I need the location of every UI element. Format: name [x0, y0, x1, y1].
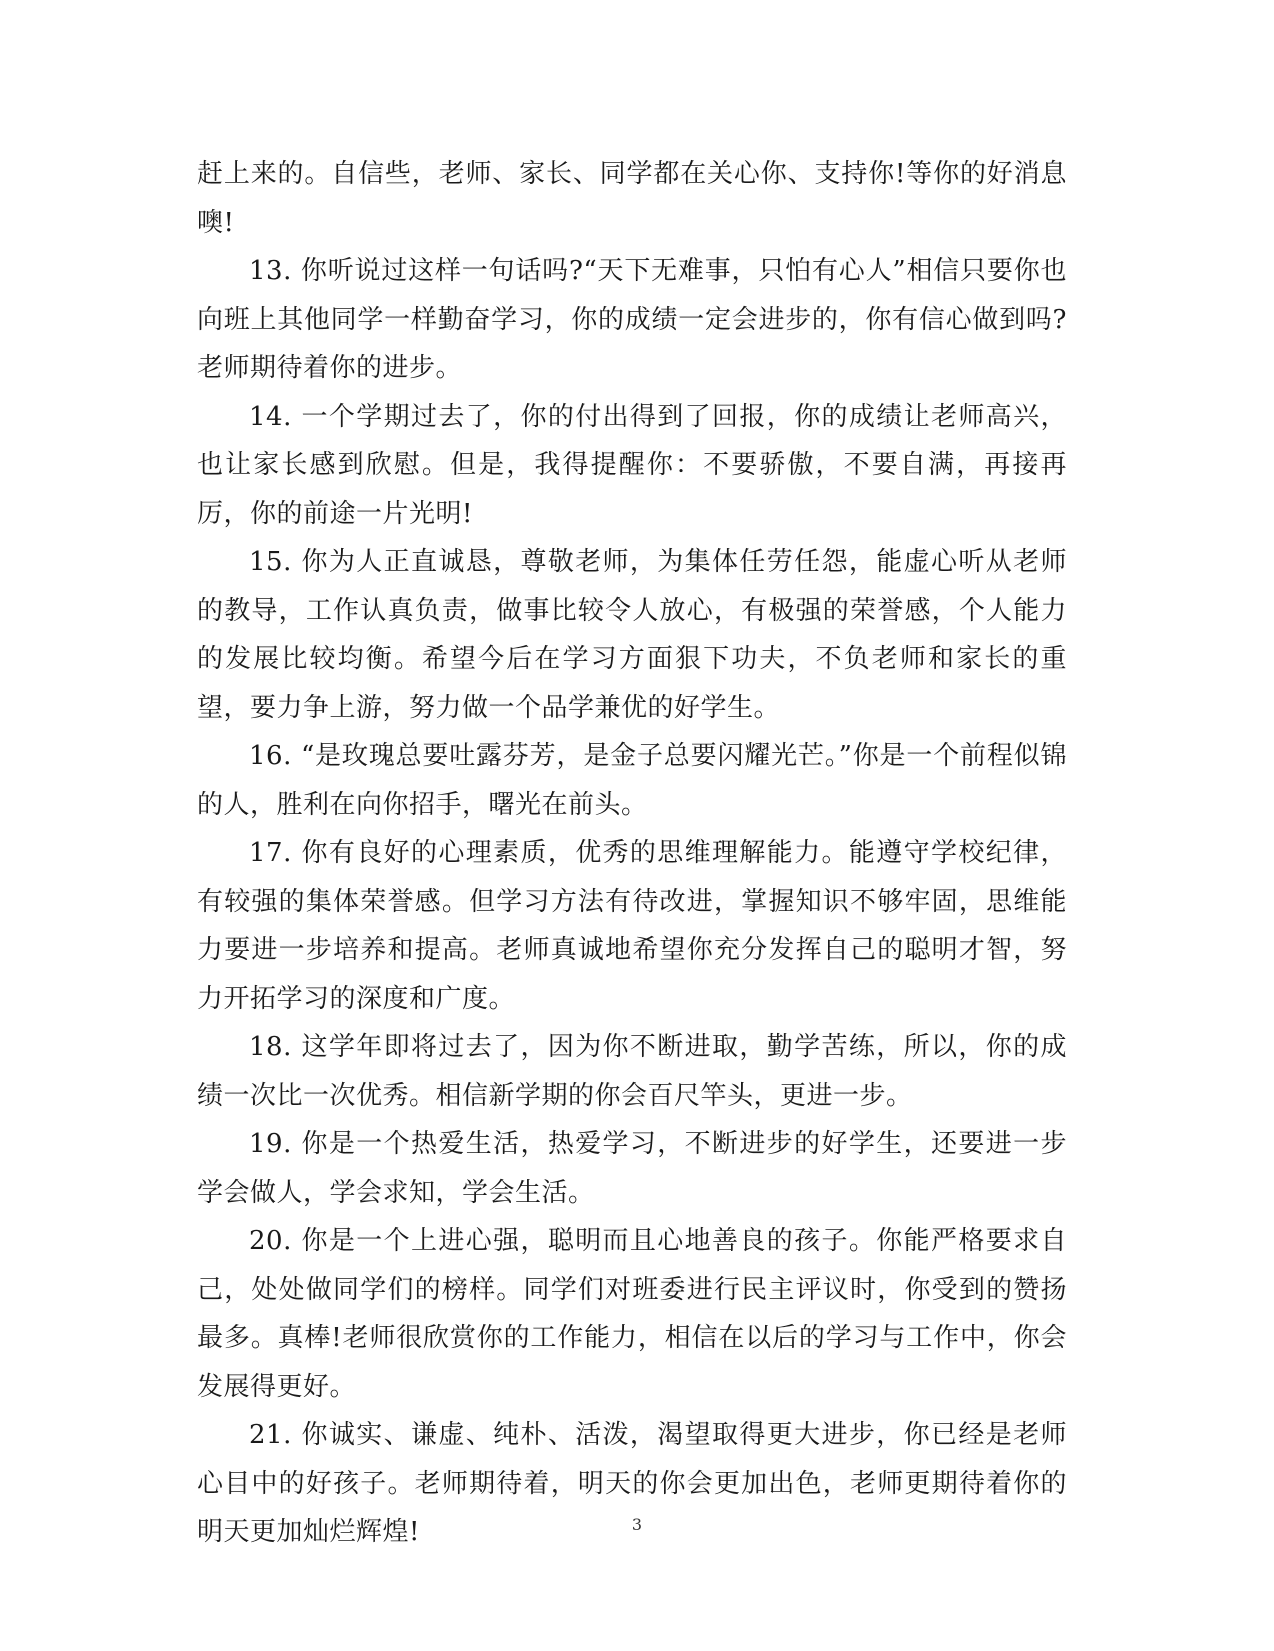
paragraph-14: 14. 一个学期过去了，你的付出得到了回报，你的成绩让老师高兴，也让家长感到欣慰。但是，我得提醒你：不要骄傲，不要自满，再接再厉，你的前途一片光明! — [197, 401, 1067, 529]
page-number: 3 — [631, 1515, 643, 1534]
paragraph-15: 15. 你为人正直诚恳，尊敬老师，为集体任劳任怨，能虚心听从老师的教导，工作认真负责，做事比较令人放心，有极强的荣誉感，个人能力的发展比较均衡。希望今后在学习方面狠下功夫，不负老师和家长的重望，要力争上游，努力做一个品学兼优的好学生。 — [197, 547, 1067, 723]
paragraph-continuation: 赶上来的。自信些，老师、家长、同学都在关心你、支持你!等你的好消息噢! — [197, 159, 1067, 238]
paragraph-13: 13. 你听说过这样一句话吗?“天下无难事，只怕有心人”相信只要你也向班上其他同学一样勤奋学习，你的成绩一定会进步的，你有信心做到吗?老师期待着你的进步。 — [197, 256, 1067, 383]
paragraph-21: 21. 你诚实、谦虚、纯朴、活泼，渴望取得更大进步，你已经是老师心目中的好孩子。老师期待着，明天的你会更加出色，老师更期待着你的明天更加灿烂辉煌! — [197, 1420, 1067, 1547]
paragraph-16: 16. “是玫瑰总要吐露芬芳，是金子总要闪耀光芒。”你是一个前程似锦的人，胜利在向你招手，曙光在前头。 — [197, 741, 1067, 820]
paragraph-17: 17. 你有良好的心理素质，优秀的思维理解能力。能遵守学校纪律，有较强的集体荣誉感。但学习方法有待改进，掌握知识不够牢固，思维能力要进一步培养和提高。老师真诚地希望你充分发挥自己的聪明才智，努力开拓学习的深度和广度。 — [197, 838, 1067, 1014]
paragraph-18: 18. 这学年即将过去了，因为你不断进取，勤学苦练，所以，你的成绩一次比一次优秀。相信新学期的你会百尺竿头，更进一步。 — [197, 1032, 1067, 1111]
paragraph-20: 20. 你是一个上进心强，聪明而且心地善良的孩子。你能严格要求自己，处处做同学们的榜样。同学们对班委进行民主评议时，你受到的赞扬最多。真棒!老师很欣赏你的工作能力，相信在以后的学习与工作中，你会发展得更好。 — [197, 1226, 1067, 1402]
paragraph-19: 19. 你是一个热爱生活，热爱学习，不断进步的好学生，还要进一步学会做人，学会求知，学会生活。 — [197, 1129, 1067, 1208]
document-body — [197, 150, 1067, 1557]
